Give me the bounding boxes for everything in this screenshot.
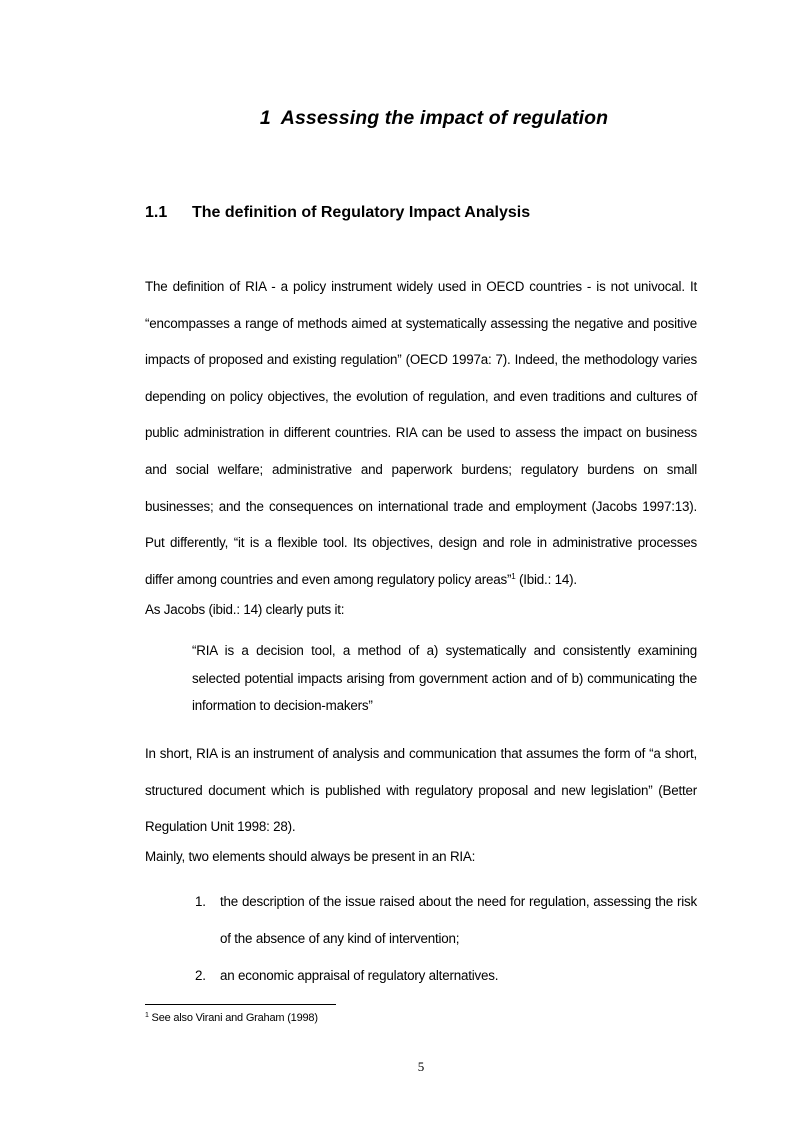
paragraph-two-elements: Mainly, two elements should always be present in an RIA: <box>145 849 476 864</box>
chapter-number: 1 <box>259 107 271 130</box>
list-item-text: an economic appraisal of regulatory alternatives. <box>220 967 499 983</box>
section-heading <box>145 204 530 222</box>
list-item <box>192 884 697 958</box>
section-title-text: The definition of Regulatory Impact Analysis <box>192 204 531 222</box>
page-number: 5 <box>417 1059 425 1074</box>
list-item-number: 1. <box>195 894 206 909</box>
paragraph-jacobs-intro: As Jacobs (ibid.: 14) clearly puts it: <box>145 602 345 617</box>
section-number: 1.1 <box>145 204 168 222</box>
chapter-title-text: Assessing the impact of regulation <box>280 107 609 130</box>
numbered-list <box>192 884 697 994</box>
paragraph-ria-definition-text: The definition of RIA - a policy instrument widely used in OECD countries - is not univocal. It “encompasses a range of methods aimed at systematically assessing the negative and positive impacts of proposed and existing regulation” (OECD 1997a: 7). Indeed, the methodology varies depending on policy objectives, the evolution of regulation, and even traditions and cultures of public administration in different countries. RIA can be used to assess the impact on business and social welfare; administrative and paperwork burdens; regulatory burdens on small businesses; and the consequences on international trade and employment (Jacobs 1997:13). Put differently, “it is a flexible tool. Its objectives, design and role in administrative processes differ among countries and even among regulatory policy areas” <box>145 279 697 587</box>
list-item-number: 2. <box>195 967 206 983</box>
footnote-text: See also Virani and Graham (1998) <box>148 1012 318 1024</box>
paragraph-in-short: In short, RIA is an instrument of analysis and communication that assumes the form of “a short, structured document which is published with regulatory proposal and new legislation” (Better Regulation Unit 1998: 28). <box>145 746 697 835</box>
footnote <box>145 1012 318 1024</box>
footnote-divider <box>145 1004 336 1005</box>
chapter-title <box>0 107 793 130</box>
paragraph-ria-definition <box>145 269 697 598</box>
footnote-reference[interactable]: 1 <box>511 571 516 581</box>
list-item-text: the description of the issue raised about the need for regulation, assessing the risk of the absence of any kind of intervention; <box>220 894 697 946</box>
block-quote: “RIA is a decision tool, a method of a) systematically and consistently examining selected potential impacts arising from government action and of b) communicating the information to decision-makers” <box>192 643 697 713</box>
paragraph-ria-definition-tail: (Ibid.: 14). <box>515 571 577 587</box>
footnote-marker: 1 <box>145 1012 149 1019</box>
list-item <box>192 958 697 995</box>
